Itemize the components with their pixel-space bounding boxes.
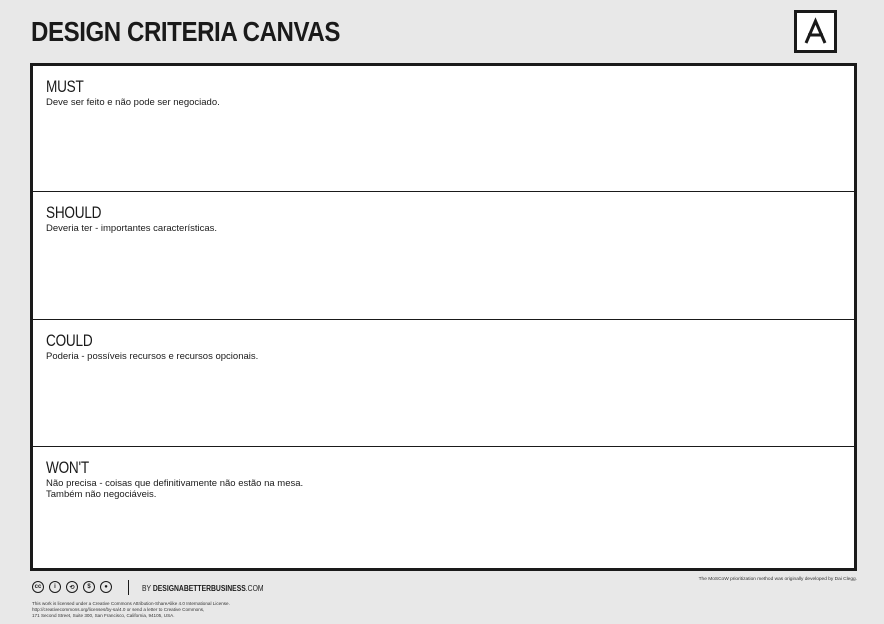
section-description: Deveria ter - importantes características. [46,223,218,234]
nc-icon: $ [83,581,95,593]
section-wont[interactable] [33,447,854,568]
sa-icon: ⟲ [66,581,78,593]
section-title: WON'T [46,458,89,477]
section-title: SHOULD [46,203,102,222]
section-title: MUST [46,77,84,96]
by-icon: i [49,581,61,593]
section-should[interactable] [33,192,854,320]
strategyzer-a-logo-icon [794,10,837,53]
section-title: COULD [46,331,93,350]
section-description: Não precisa - coisas que definitivamente não estão na mesa. Também não negociáveis. [46,478,304,500]
person-icon: ● [100,581,112,593]
section-must[interactable] [33,66,854,192]
license-icons [32,581,112,595]
section-could[interactable] [33,320,854,447]
cc-icon: cc [32,581,44,593]
brand-link[interactable]: BY DESIGNABETTERBUSINESS.COM [142,584,264,593]
criteria-canvas [30,63,857,571]
license-text: This work is licensed under a Creative Commons Attribution-ShareAlike 4.0 International License. http://creativecommons.org/licenses/by-sa/4.0 or send a letter to Creative Commons, 171 Second Street, Suite 300, San Francisco, California, 94105, USA. [32,601,230,618]
credit-text: The MoSCoW prioritization method was originally developed by Dai Clegg. [698,577,857,582]
section-description: Poderia - possíveis recursos e recursos opcionais. [46,351,259,362]
section-description: Deve ser feito e não pode ser negociado. [46,97,220,108]
page-title: DESIGN CRITERIA CANVAS [31,16,340,47]
footer-divider [128,580,129,595]
